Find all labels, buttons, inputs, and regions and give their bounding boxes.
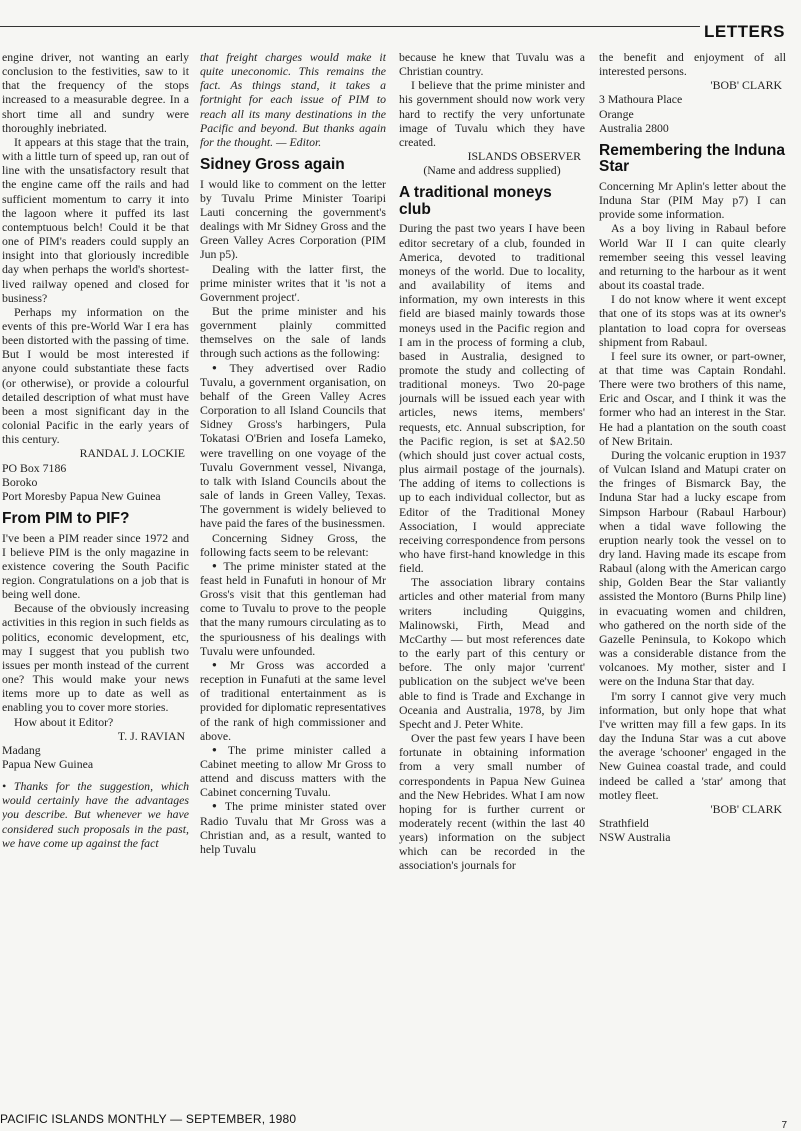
letter-paragraph: I've been a PIM reader since 1972 and I believe PIM is the only magazine in existence covering the South Pacific region. Congratulations on a job that is being well done.	[2, 530, 189, 602]
bullet-point: ● The prime minister stated at the feast held in Funafuti in honour of Mr Gross's visit that this gentleman had come to Tuvalu to prove to the people that the many rumours circulating as to the spuriousness of his dealings with Tuvalu were unfounded.	[200, 559, 386, 658]
letter-paragraph: Dealing with the latter first, the prime minister writes that it 'is not a Government project'.	[200, 261, 386, 304]
bullet-point: ● Mr Gross was accorded a reception in Funafuti at the same level of traditional entertainment as is provided for diplomatic representatives of the rank of high commissioner and above.	[200, 658, 386, 743]
address-line: Orange	[599, 106, 634, 121]
letter-paragraph: Concerning Sidney Gross, the following facts seem to be relevant:	[200, 530, 386, 559]
letter-paragraph: During the volcanic eruption in 1937 of Vulcan Island and Matupi crater on the fringes of Bismarck Bay, the Induna Star had a lucky escape from Simpson Harbour (Rabaul Harbour) when a tidal wave following the eruption nearly took the vessel on to dry land. Having made its escape from Rabaul (along with the American cargo ship, Golden Bear the Star valiantly assisted the Montoro (Burns Philp line) in evacuating women and children, who gathered on the north side of the Gazelle Peninsula, to Kokopo which was a considerable distance from the volcanoes. My mother, sister and I were on the Induna Star that day.	[599, 447, 786, 689]
column-1	[2, 50, 189, 1100]
letter-paragraph: I feel sure its owner, or part-owner, at that time was Captain Rondahl. There were two brothers of this name, Eric and Oscar, and I think it was the former who had an interest in the Star. He had a plantation on the south coast of New Britain.	[599, 348, 786, 448]
editor-note: that freight charges would make it quite uneconomic. This remains the fact. As things stand, it takes a fortnight for each issue of PIM to reach all its many destinations in the Pacific and beyond. But thanks again for the thought. — Editor.	[200, 50, 386, 149]
bullet-point: ● The prime minister called a Cabinet meeting to allow Mr Gross to attend and discuss matters with the Cabinet concerning Tuvalu.	[200, 743, 386, 800]
page-footer: PACIFIC ISLANDS MONTHLY — SEPTEMBER, 1980	[0, 1112, 297, 1126]
letter-signature: 'BOB' CLARK	[710, 801, 782, 816]
letter-heading: Sidney Gross again	[200, 156, 345, 174]
letter-heading: Remembering the Induna Star	[599, 141, 786, 176]
letter-heading: From PIM to PIF?	[2, 510, 130, 527]
column-3	[399, 50, 585, 1100]
letter-signature: RANDAL J. LOCKIE	[79, 446, 185, 461]
letter-paragraph: Over the past few years I have been fortunate in obtaining information from a very small number of correspondents in Papua New Guinea and the New Hebrides. What I am now hoping for is further current or moderately recent (within the last 40 years) information on the subject which can be recorded in the association's journals for	[399, 731, 585, 873]
bullet-point: ● They advertised over Radio Tuvalu, a government organisation, on behalf of the Green Valley Acres Corporation to all Island Councils that Sidney Gross's harbingers, Pula Tokatasi O'Brien and Iosefa Lameko, were travelling on one voyage of the Tuvalu Government vessel, Nivanga, to talk with Island Councils about the sale of lands in Green Valley, Texas. The government is widely believed to have paid the fares of the businessmen.	[200, 361, 386, 531]
letter-paragraph: Concerning Mr Aplin's letter about the Induna Star (PIM May p7) I can provide some information.	[599, 178, 786, 222]
letter-paragraph: The association library contains articles and other material from many writers including Quiggins, Malinowski, Firth, Mead and McCarthy — but most references date to the early part of this century or before. The only major 'current' publication on the subject we've been able to find is Trade and Exchange in Oceania and Australia, 1978, by Jim Specht and J. Peter White.	[399, 575, 585, 731]
address-line: 3 Mathoura Place	[599, 92, 683, 107]
letter-paragraph: During the past two years I have been editor secretary of a club, founded in America, devoted to traditional moneys of the world. Due to locality, and availability of items and information, my own interests in this field are biased mainly towards those moneys used in the Pacific region and I am in the process of forming a club, based in Australia, designed to promote the study and collecting of traditional moneys. Two 20-page journals will be issued each year with articles, news items, members' requests, etc. Annual subscription, for the Pacific region, is set at $A2.50 (which should just cover actual costs, plus airmail postage of the journals). The adding of items to collections is up to each individual collector, but as Editor of the Traditional Money Association, I would appreciate receiving correspondence from persons who have first-hand knowledge in this field.	[399, 221, 585, 576]
address-line: Australia 2800	[599, 120, 669, 135]
letter-paragraph: engine driver, not wanting an early conclusion to the festivities, saw to it that the frequency of the stops increased to a measurable degree. In a short time all and sundry were thoroughly inebriated.	[2, 50, 189, 135]
address-line: NSW Australia	[599, 830, 671, 845]
letter-heading: A traditional moneys club	[399, 184, 552, 218]
address-line: PO Box 7186	[2, 460, 67, 475]
address-line: Papua New Guinea	[2, 757, 94, 771]
letter-paragraph: As a boy living in Rabaul before World War II I can quite clearly remember seeing this vessel leaving and returning to the harbour as it went about its coastal trade.	[599, 221, 786, 293]
editor-note: • Thanks for the suggestion, which would certainly have the advantages you describe. But whenever we have considered such proposals in the past, we have come up against the fact	[2, 779, 189, 850]
letter-paragraph: How about it Editor?	[14, 714, 114, 729]
column-2	[200, 50, 386, 1100]
letter-paragraph: Perhaps my information on the events of this pre-World War I era has been distorted with the passing of time. But I would be most interested if anyone could substantiate these facts (or otherwise), or provide a colourful detailed description of what must have been a most significant day in the colonial Pacific in the early years of this century.	[2, 304, 189, 447]
letter-paragraph: I do not know where it went except that one of its stops was at its owner's plantation to load copra for overseas shipment from Rabaul.	[599, 292, 786, 349]
letter-paragraph: I believe that the prime minister and his government should now work very hard to rectify the very unfortunate image of Tuvalu which they have created.	[399, 78, 585, 149]
letter-paragraph: because he knew that Tuvalu was a Christian country.	[399, 50, 585, 79]
page-number: 7	[781, 1120, 787, 1131]
header-rule	[0, 26, 700, 27]
letter-signature: 'BOB' CLARK	[710, 78, 782, 93]
letter-paragraph: the benefit and enjoyment of all interested persons.	[599, 50, 786, 79]
letter-paragraph: Because of the obviously increasing activities in this region in such fields as politics, economic development, etc, may I suggest that you publish two issues per month instead of the current one? This would make your news items more up to date as well as enabling you to cover more stories.	[2, 601, 189, 715]
bullet-point: ● The prime minister stated over Radio Tuvalu that Mr Gross was a Christian and, as a result, wanted to help Tuvalu	[200, 799, 386, 856]
letter-paragraph: I'm sorry I cannot give very much information, but only hope that what I've written may fill a few gaps. In its day the Induna Star was a cut above the average 'schooner' engaged in the New Guinea coastal trade, and could indeed be called a 'star' among that motley fleet.	[599, 688, 786, 802]
address-line: Boroko	[2, 474, 38, 489]
letter-paragraph: I would like to comment on the letter by Tuvalu Prime Minister Toaripi Lauti concerning the government's dealings with Mr Sidney Gross and the Green Valley Acres Corporation (PIM Jun p5).	[200, 176, 386, 262]
signature-note: (Name and address supplied)	[423, 163, 561, 178]
section-label: LETTERS	[704, 22, 785, 41]
letter-signature: T. J. RAVIAN	[117, 728, 185, 743]
letter-paragraph: It appears at this stage that the train, with a little turn of speed up, ran out of line with the unsatisfactory result that the engine came off the rails and had sufficient momentum to carry it into the lagoon where it puffed its last contemptuous belch! Could it be that one of PIM's readers could supply an insight into that gloriously incredible day when perhaps the world's shortest-lived railway opened and closed for business?	[2, 134, 189, 305]
letter-signature: ISLANDS OBSERVER	[467, 149, 581, 164]
address-line: Madang	[2, 742, 41, 757]
letter-paragraph: But the prime minister and his government plainly committed themselves on the sale of lands through such actions as the following:	[200, 304, 386, 361]
column-4	[599, 50, 786, 1100]
address-line: Port Moresby Papua New Guinea	[2, 488, 161, 503]
address-line: Strathfield	[599, 815, 649, 830]
